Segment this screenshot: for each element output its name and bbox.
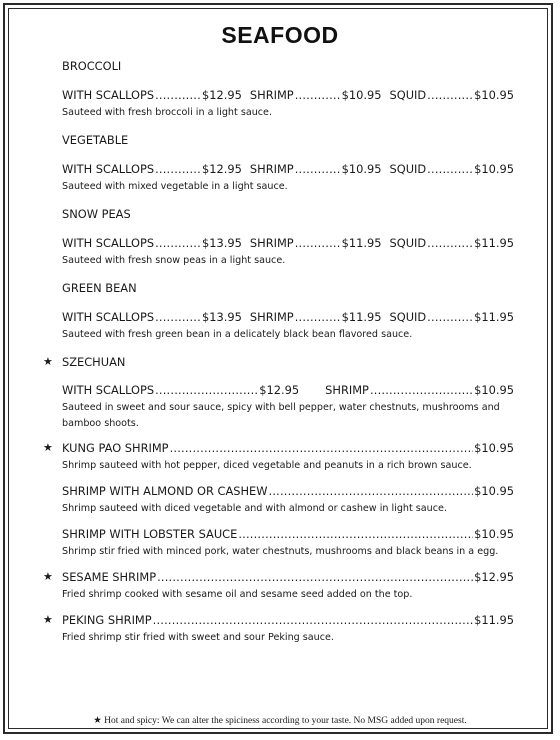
item-description: Shrimp stir fried with minced pork, water chestnuts, mushrooms and black beans in a egg. xyxy=(62,546,499,557)
dot-leader xyxy=(155,382,258,398)
item-description: Sauteed in sweet and sour sauce, spicy with bell pepper, water chestnuts, mushrooms and bamboo shoots. xyxy=(62,402,500,429)
squid-price: $10.95 xyxy=(474,88,514,102)
item-sesame-shrimp xyxy=(43,569,514,603)
dot-leader xyxy=(370,382,473,398)
item-description: Sauteed with fresh green bean in a delicately black bean flavored sauce. xyxy=(62,329,413,340)
scallops-price: $12.95 xyxy=(202,88,242,102)
scallops-price: $12.95 xyxy=(202,162,242,176)
section-heading: GREEN BEAN xyxy=(62,281,137,295)
shrimp-label: SHRIMP xyxy=(325,383,369,397)
shrimp-label: SHRIMP xyxy=(249,236,294,250)
item-description: Sauteed with fresh snow peas in a light sauce. xyxy=(62,255,286,266)
dot-leader xyxy=(157,569,473,585)
item-description: Shrimp sauteed with hot pepper, diced vegetable and peanuts in a rich brown sauce. xyxy=(62,460,472,471)
item-line xyxy=(62,483,514,499)
section-snow-peas xyxy=(62,206,514,269)
shrimp-price: $11.95 xyxy=(341,310,382,324)
section-heading: VEGETABLE xyxy=(62,133,129,147)
shrimp-price: $10.95 xyxy=(474,383,514,397)
shrimp-price: $10.95 xyxy=(341,162,382,176)
item-price: $10.95 xyxy=(474,441,514,455)
dot-leader xyxy=(155,235,201,251)
shrimp-label: SHRIMP xyxy=(249,162,294,176)
price-line xyxy=(62,235,514,251)
scallops-price: $13.95 xyxy=(202,236,242,250)
item-line xyxy=(43,569,514,585)
item-price: $12.95 xyxy=(474,570,514,584)
squid-label: SQUID xyxy=(389,88,427,102)
item-name: SESAME SHRIMP xyxy=(62,570,157,584)
item-peking-shrimp xyxy=(43,612,514,646)
item-description: Fried shrimp cooked with sesame oil and sesame seed added on the top. xyxy=(62,589,413,600)
scallops-label: WITH SCALLOPS xyxy=(62,383,155,397)
dot-leader xyxy=(427,161,473,177)
item-description: Sauteed with fresh broccoli in a light sauce. xyxy=(62,107,273,118)
item-shrimp-almond-cashew xyxy=(62,483,514,517)
dot-leader xyxy=(153,612,474,628)
item-line xyxy=(43,440,514,456)
footer-note: ★ Hot and spicy: We can alter the spiciness according to your taste. No MSG added upon request. xyxy=(93,716,467,726)
section-heading: SNOW PEAS xyxy=(62,207,131,221)
section-broccoli xyxy=(62,58,514,121)
section-heading xyxy=(43,354,514,370)
squid-label: SQUID xyxy=(389,162,427,176)
item-description: Sauteed with mixed vegetable in a light sauce. xyxy=(62,181,288,192)
price-line xyxy=(62,87,514,103)
item-name: PEKING SHRIMP xyxy=(62,613,152,627)
item-shrimp-lobster-sauce xyxy=(62,526,514,560)
item-description: Shrimp sauteed with diced vegetable and with almond or cashew in light sauce. xyxy=(62,503,447,514)
star-icon: ★ xyxy=(43,613,53,626)
dot-leader xyxy=(238,526,473,542)
squid-label: SQUID xyxy=(389,310,427,324)
shrimp-label: SHRIMP xyxy=(249,310,294,324)
item-price: $11.95 xyxy=(474,613,514,627)
squid-price: $11.95 xyxy=(474,310,514,324)
star-icon: ★ xyxy=(43,570,53,583)
scallops-label: WITH SCALLOPS xyxy=(62,88,155,102)
section-green-bean xyxy=(62,280,514,343)
dot-leader xyxy=(427,87,473,103)
dot-leader xyxy=(155,309,201,325)
item-name: KUNG PAO SHRIMP xyxy=(62,441,169,455)
scallops-price: $12.95 xyxy=(259,383,300,397)
price-line xyxy=(62,161,514,177)
item-name: SHRIMP WITH ALMOND OR CASHEW xyxy=(62,484,268,498)
star-icon: ★ xyxy=(43,355,53,368)
section-heading: BROCCOLI xyxy=(62,59,122,73)
page-title: SEAFOOD xyxy=(221,22,339,48)
item-name: SHRIMP WITH LOBSTER SAUCE xyxy=(62,527,238,541)
scallops-label: WITH SCALLOPS xyxy=(62,236,155,250)
dot-leader xyxy=(269,483,474,499)
star-icon: ★ xyxy=(43,441,53,454)
dot-leader xyxy=(155,87,201,103)
item-price: $10.95 xyxy=(474,527,514,541)
scallops-price: $13.95 xyxy=(202,310,242,324)
squid-price: $10.95 xyxy=(474,162,514,176)
shrimp-price: $10.95 xyxy=(341,88,382,102)
dot-leader xyxy=(295,87,341,103)
dot-leader xyxy=(427,235,473,251)
dot-leader xyxy=(295,309,341,325)
scallops-label: WITH SCALLOPS xyxy=(62,162,155,176)
dot-leader xyxy=(155,161,201,177)
dot-leader xyxy=(170,440,474,456)
squid-price: $11.95 xyxy=(474,236,514,250)
item-line xyxy=(43,612,514,628)
section-vegetable xyxy=(62,132,514,195)
item-description: Fried shrimp stir fried with sweet and sour Peking sauce. xyxy=(62,632,334,643)
scallops-label: WITH SCALLOPS xyxy=(62,310,155,324)
dot-leader xyxy=(295,235,341,251)
item-kung-pao-shrimp xyxy=(43,440,514,474)
price-line xyxy=(62,309,514,325)
shrimp-label: SHRIMP xyxy=(249,88,294,102)
dot-leader xyxy=(295,161,341,177)
item-line xyxy=(62,526,514,542)
shrimp-price: $11.95 xyxy=(341,236,382,250)
dot-leader xyxy=(427,309,473,325)
squid-label: SQUID xyxy=(389,236,427,250)
item-price: $10.95 xyxy=(474,484,514,498)
menu-content xyxy=(43,58,514,646)
price-line xyxy=(62,382,514,398)
section-szechuan xyxy=(43,354,514,432)
section-heading-text: SZECHUAN xyxy=(62,355,126,369)
